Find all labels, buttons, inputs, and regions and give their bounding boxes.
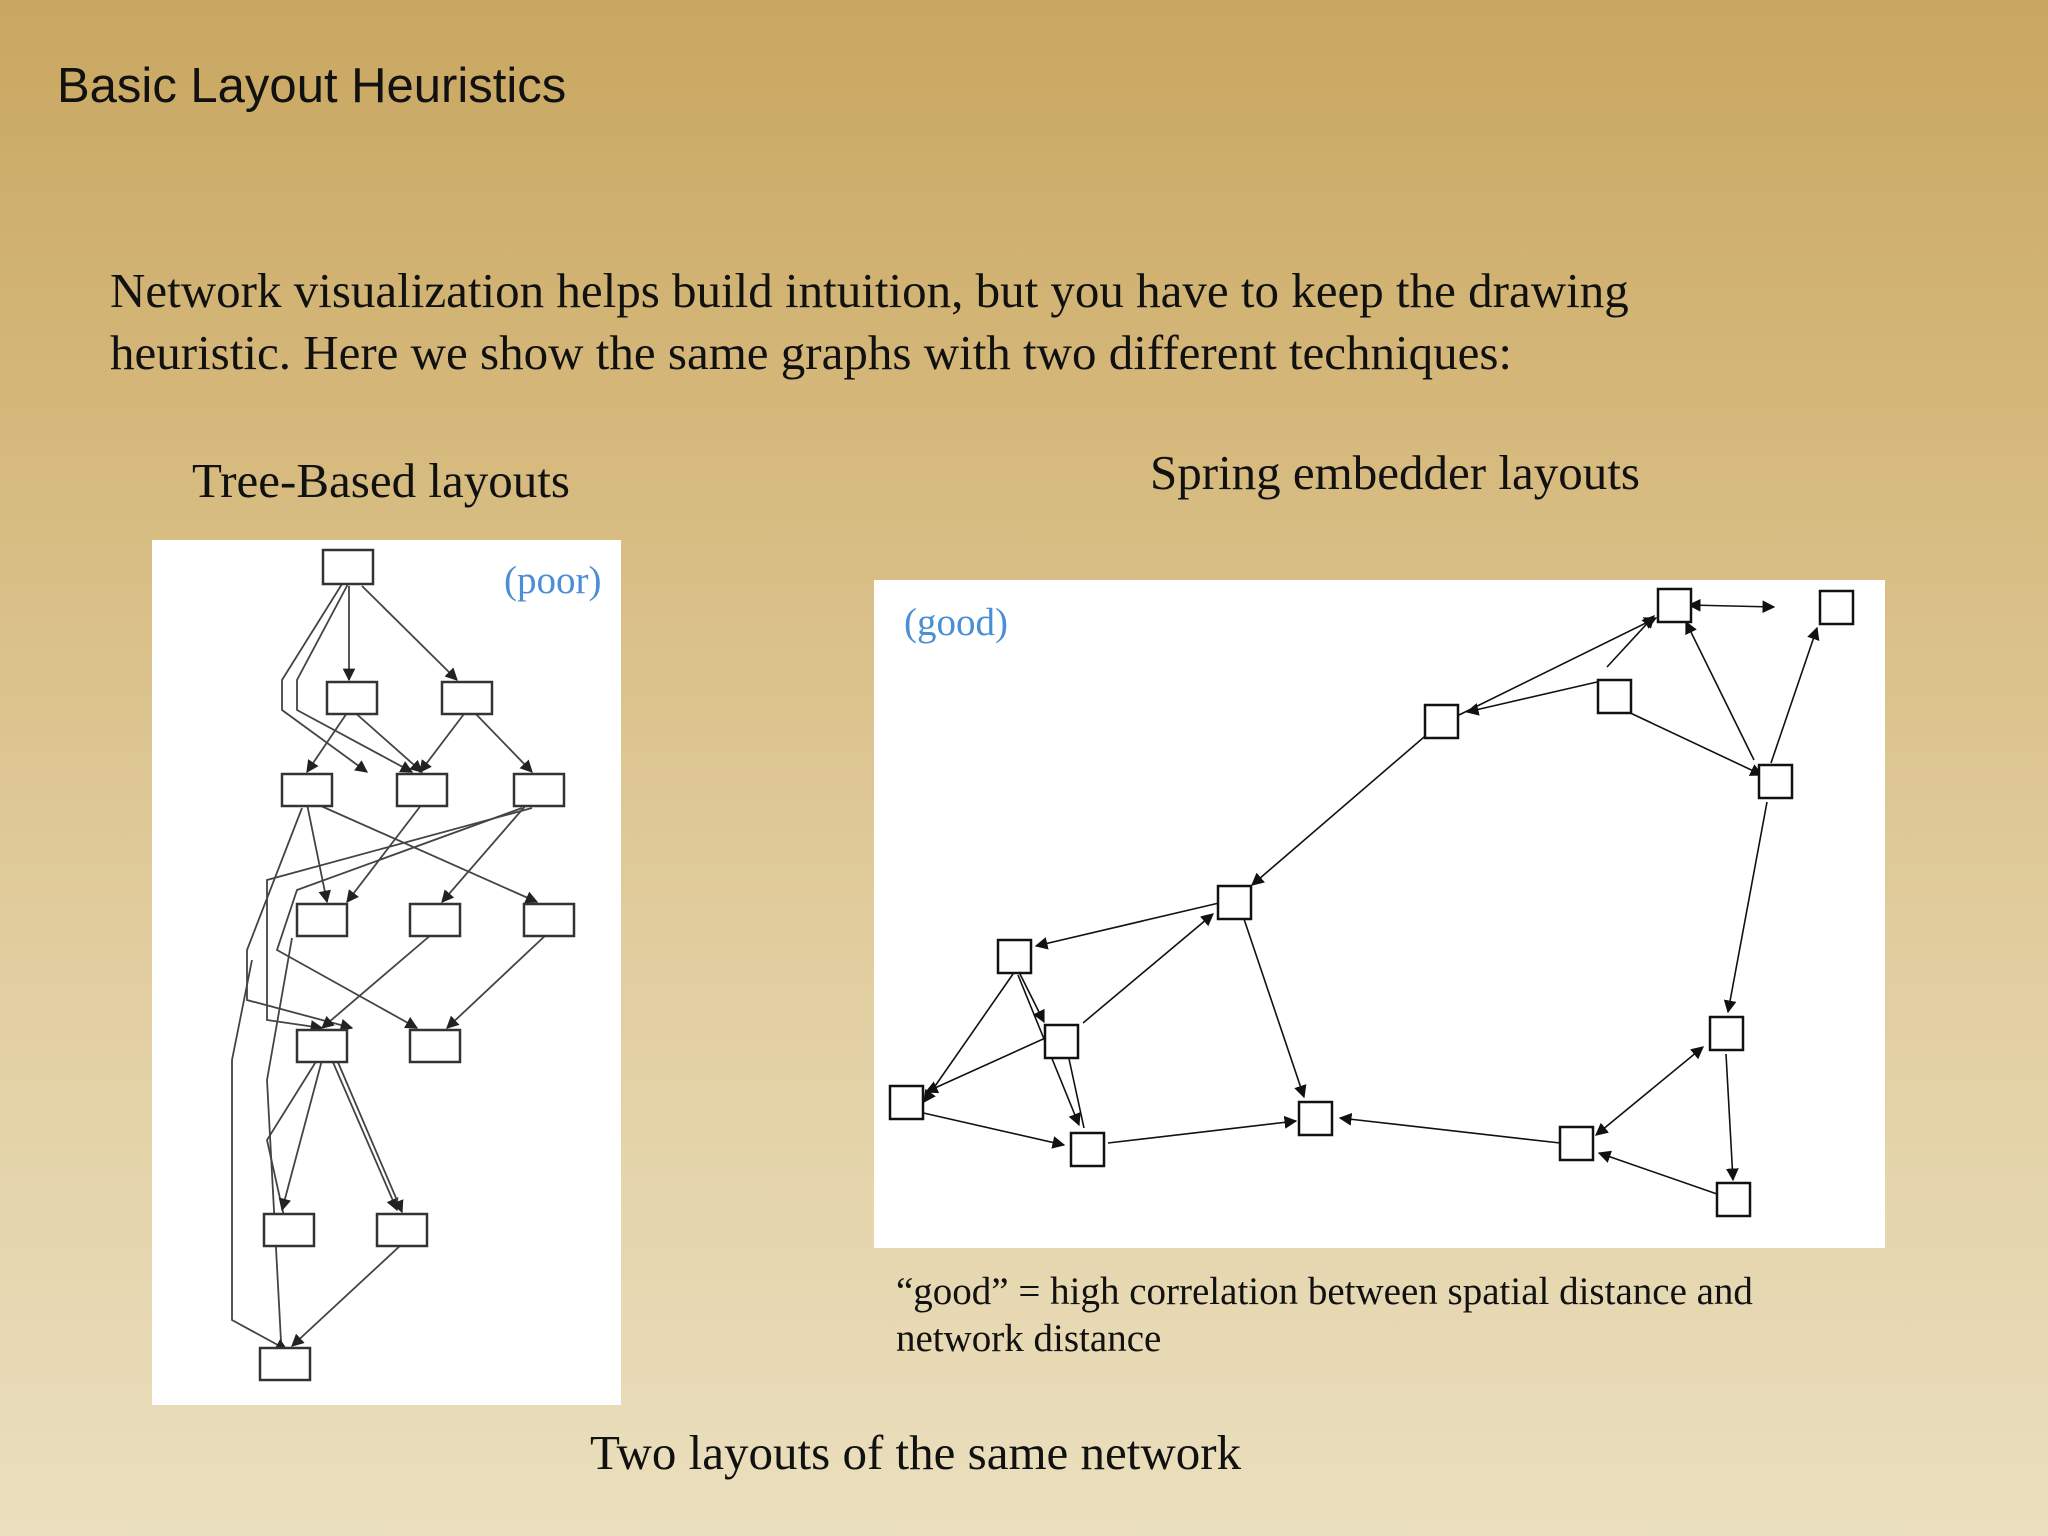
tree-layout-heading: Tree-Based layouts <box>192 453 570 508</box>
tree-node <box>377 1214 427 1246</box>
spring-layout-rating: (good) <box>904 601 1008 644</box>
tree-node <box>524 904 574 936</box>
spring-layout-graph <box>874 580 1885 1248</box>
spring-node <box>1560 1127 1593 1160</box>
tree-node <box>282 774 332 806</box>
intro-line-1: Network visualization helps build intuition, but you have to keep the drawing <box>110 263 1629 318</box>
tree-node <box>397 774 447 806</box>
spring-node <box>1045 1025 1078 1058</box>
intro-line-2: heuristic. Here we show the same graphs with two different techniques: <box>110 325 1513 380</box>
spring-edges <box>874 580 1885 1248</box>
spring-node <box>998 940 1031 973</box>
spring-node <box>1710 1017 1743 1050</box>
tree-node <box>442 682 492 714</box>
tree-node <box>297 904 347 936</box>
tree-node <box>514 774 564 806</box>
tree-node <box>264 1214 314 1246</box>
slide-footer: Two layouts of the same network <box>590 1425 1242 1480</box>
tree-layout-graph <box>152 540 621 1405</box>
spring-node <box>1717 1183 1750 1216</box>
tree-node <box>260 1348 310 1380</box>
intro-text <box>110 260 1830 384</box>
tree-node <box>327 682 377 714</box>
caption-line-2: network distance <box>896 1317 1162 1360</box>
spring-node <box>890 1086 923 1119</box>
spring-node <box>1598 680 1631 713</box>
spring-node <box>1820 591 1853 624</box>
tree-nodes <box>260 550 574 1380</box>
tree-node <box>410 1030 460 1062</box>
slide-title: Basic Layout Heuristics <box>57 59 567 113</box>
spring-node <box>1759 765 1792 798</box>
spring-node <box>1218 886 1251 919</box>
spring-layout-panel <box>874 580 1885 1248</box>
spring-node <box>1299 1102 1332 1135</box>
spring-node <box>1425 705 1458 738</box>
caption-line-1: “good” = high correlation between spatial distance and <box>896 1270 1753 1313</box>
tree-node <box>323 550 373 584</box>
spring-node <box>1658 589 1691 622</box>
spring-node <box>1071 1133 1104 1166</box>
spring-layout-caption <box>896 1268 1896 1362</box>
tree-node <box>297 1030 347 1062</box>
tree-layout-rating: (poor) <box>504 559 602 602</box>
tree-layout-panel <box>152 540 621 1405</box>
spring-layout-heading: Spring embedder layouts <box>1150 445 1640 500</box>
tree-node <box>410 904 460 936</box>
